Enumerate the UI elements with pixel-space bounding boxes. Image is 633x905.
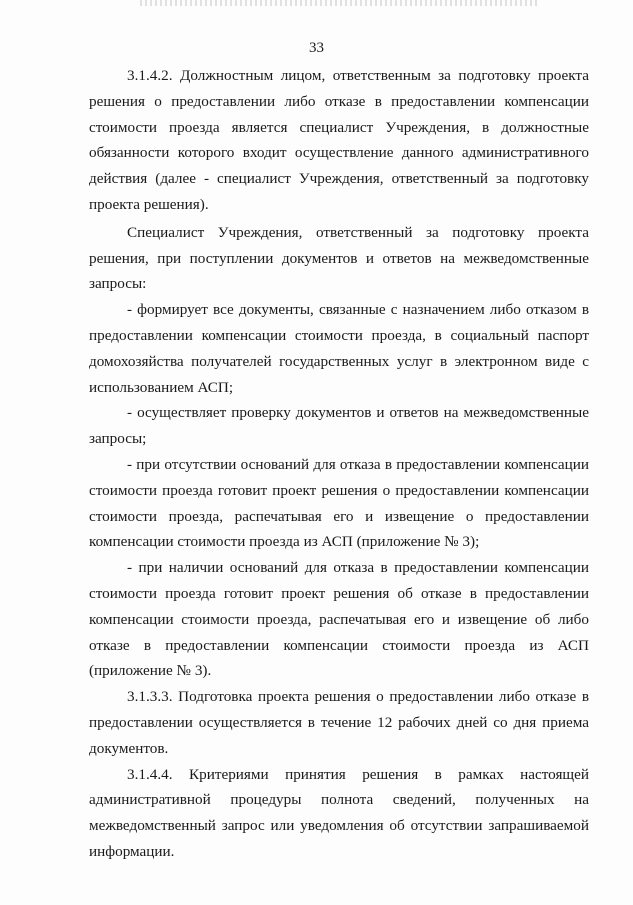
paragraph-3-1-3-3: 3.1.3.3. Подготовка проекта решения о предоставлении либо отказе в предоставлении осуществляется в течение 12 рабочих дней со дня приема документов. bbox=[89, 688, 589, 757]
paragraph-bullet-no-grounds: - при отсутствии оснований для отказа в предоставлении компенсации стоимости проезда готовит проект решения о предоставлении компенсации стоимости проезда, распечатывая его и извещение о предоставлении компенсации стоимости проезда из АСП (приложение № 3); bbox=[89, 455, 589, 551]
paragraph-3-1-4-2: 3.1.4.2. Должностным лицом, ответственным за подготовку проекта решения о предоставлении либо отказе в предоставлении компенсации стоимости проезда является специалист Учреждения, в должностные обязанности которого входит осуществление данного административного действия (далее - специалист Учреждения, ответственный за подготовку проекта решения). bbox=[89, 67, 589, 213]
paragraph-specialist-intro: Специалист Учреждения, ответственный за подготовку проекта решения, при поступлении документов и ответов на межведомственные запросы: bbox=[89, 223, 589, 293]
scan-artifact bbox=[140, 0, 540, 6]
paragraph-3-1-4-4: 3.1.4.4. Критериями принятия решения в рамках настоящей административной процедуры полнота сведений, полученных на межведомственный запрос или уведомления об отсутствии запрашиваемой информации. bbox=[89, 765, 589, 860]
paragraph-bullet-checks-documents: - осуществляет проверку документов и ответов на межведомственные запросы; bbox=[89, 404, 589, 448]
paragraph-bullet-grounds-for-refusal: - при наличии оснований для отказа в предоставлении компенсации стоимости проезда готовит проект решения об отказе в предоставлении компенсации стоимости проезда, распечатывая его и извещение об либо отказе в предоставлении компенсации стоимости проезда из АСП (приложение № 3). bbox=[89, 559, 589, 680]
page-number: 33 bbox=[309, 40, 324, 56]
document-body bbox=[89, 63, 589, 865]
paragraph-bullet-forms-documents: - формирует все документы, связанные с назначением либо отказом в предоставлении компенсации стоимости проезда, в социальный паспорт домохозяйства получателей государственных услуг в электронном виде с использованием АСП; bbox=[89, 301, 589, 396]
